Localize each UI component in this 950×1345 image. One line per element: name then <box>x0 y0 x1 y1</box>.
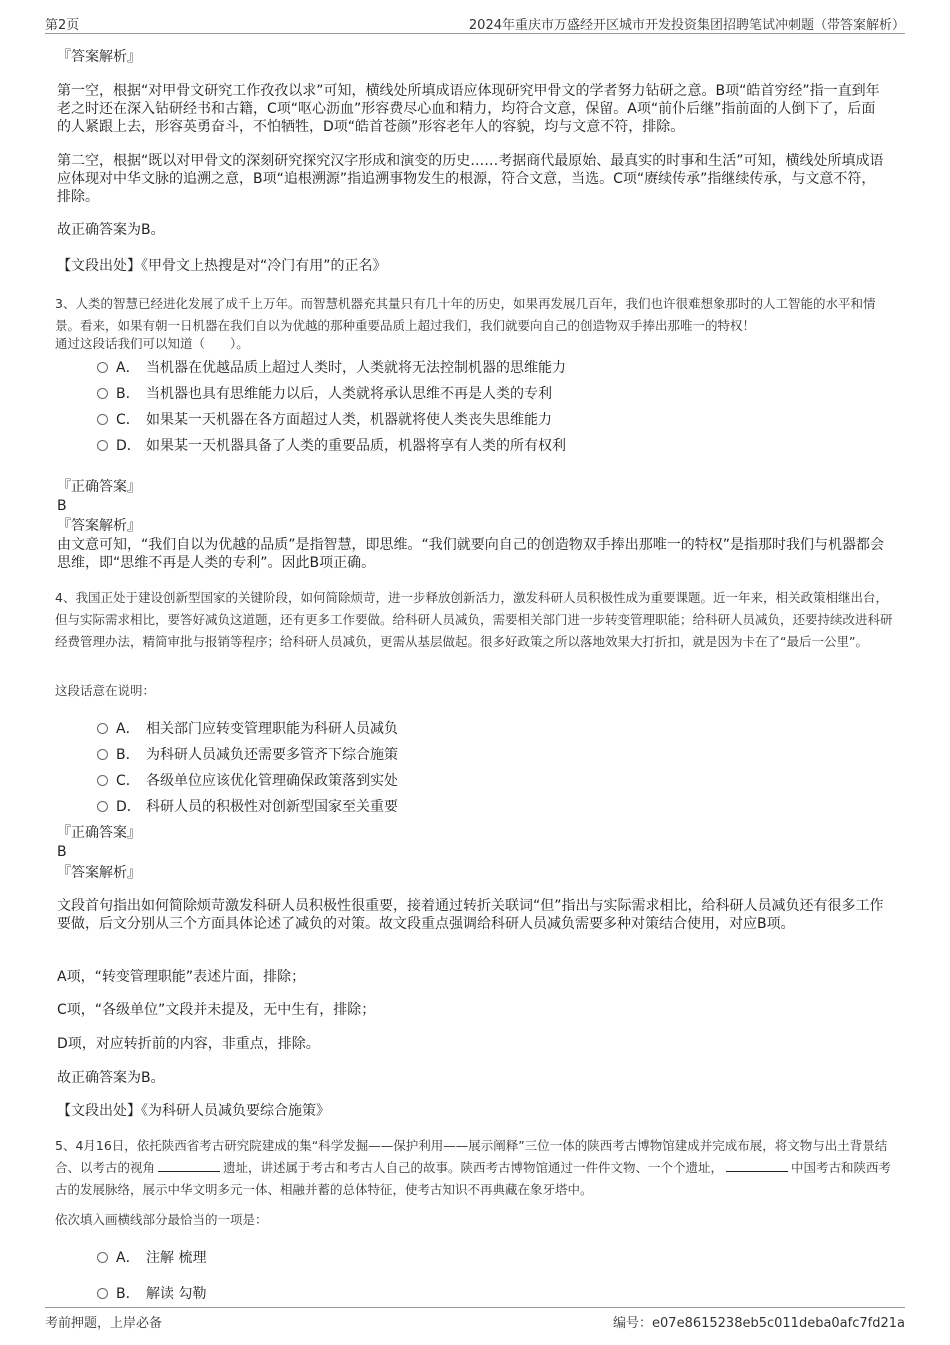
radio-icon[interactable] <box>97 749 108 760</box>
q4-conclusion: 故正确答案为B。 <box>57 1070 165 1086</box>
page-number: 第2页 <box>45 18 80 33</box>
document-id: 编号：e07e8615238eb5c011deba0afc7fd21a <box>613 1316 905 1331</box>
radio-icon[interactable] <box>97 723 108 734</box>
q3-analysis-label: 『答案解析』 <box>57 518 141 534</box>
q4-correct-label: 『正确答案』 <box>57 825 141 841</box>
radio-icon[interactable] <box>97 775 108 786</box>
header-divider <box>45 33 905 34</box>
q3-prompt: 通过这段话我们可以知道（ ）。 <box>55 336 249 351</box>
q4-option-b[interactable]: B． 为科研人员减负还需要多管齐下综合施策 <box>97 744 398 764</box>
q4-analysis-label: 『答案解析』 <box>57 865 141 881</box>
q3-stem: 3、人类的智慧已经进化发展了成千上万年。而智慧机器充其量只有几十年的历史，如果再发展几百年，我们也许很难想象那时的人工智能的水平和情景。看来，如果有朝一日机器在我们自以为优越的那种重要品质上超过我们，我们就要向自己的创造物双手捧出那唯一的特权！ <box>55 296 876 333</box>
q4-prompt: 这段话意在说明： <box>55 683 156 698</box>
q4-option-d[interactable]: D． 科研人员的积极性对创新型国家至关重要 <box>97 796 398 816</box>
q2-analysis-label: 『答案解析』 <box>57 49 141 65</box>
q2-analysis-para1: 第一空，根据“对甲骨文研究工作孜孜以求”可知，横线处所填成语应体现研究甲骨文的学者努力钻研之意。B项“皓首穷经”指一直到年老之时还在深入钻研经书和古籍，C项“呕心沥血”形容费尽心血和精力，均符合文意，保留。A项“前仆后继”指前面的人倒下了，后面的人紧跟上去，形容英勇奋斗，不怕牺牲，D项“皓首苍颜”形容老年人的容貌，均与文意不符，排除。 <box>57 83 880 135</box>
q3-option-d[interactable]: D． 如果某一天机器具备了人类的重要品质，机器将享有人类的所有权利 <box>97 435 566 455</box>
fill-blank-2[interactable] <box>726 1159 788 1172</box>
q5-option-b[interactable]: B． 解读 勾勒 <box>97 1283 206 1303</box>
q5-prompt: 依次填入画横线部分最恰当的一项是： <box>55 1212 268 1227</box>
q4-correct-answer: B <box>57 844 67 860</box>
radio-icon[interactable] <box>97 1288 108 1299</box>
q4-note-d: D项，对应转折前的内容，非重点，排除。 <box>57 1036 320 1052</box>
q3-correct-answer: B <box>57 498 67 514</box>
q4-note-c: C项，“各级单位”文段并未提及，无中生有，排除； <box>57 1002 376 1018</box>
q2-source: 【文段出处】《甲骨文上热搜是对“冷门有用”的正名》 <box>57 258 387 274</box>
q5-stem: 5、4月16日，依托陕西省考古研究院建成的集“科学发掘——保护利用——展示阐释”三位一体的陕西考古博物馆建成并完成布展，将文物与出土背景结合、以考古的视角 遗址，讲述属于考古和考古人自己的故事。陕西考古博物馆通过一件件文物、一个个遗址， 中国考古和陕西考古的发展脉络，展示中华文明多元一体、相融并蓄的总体特征，使考古知识不再典藏在象牙塔中。 <box>55 1138 892 1197</box>
radio-icon[interactable] <box>97 801 108 812</box>
q3-correct-label: 『正确答案』 <box>57 479 141 495</box>
document-title: 2024年重庆市万盛经开区城市开发投资集团招聘笔试冲刺题（带答案解析） <box>468 18 905 33</box>
q3-option-c[interactable]: C． 如果某一天机器在各方面超过人类，机器就将使人类丧失思维能力 <box>97 409 552 429</box>
q3-analysis: 由文意可知，“我们自以为优越的品质”是指智慧，即思维。“我们就要向自己的创造物双手捧出那唯一的特权”是指那时我们与机器都会思维，即“思维不再是人类的专利”。因此B项正确。 <box>57 537 885 571</box>
page-header <box>45 14 905 34</box>
q4-option-c[interactable]: C． 各级单位应该优化管理确保政策落到实处 <box>97 770 398 790</box>
q4-note-a: A项，“转变管理职能”表述片面，排除； <box>57 969 306 985</box>
radio-icon[interactable] <box>97 362 108 373</box>
q3-option-a[interactable]: A． 当机器在优越品质上超过人类时，人类就将无法控制机器的思维能力 <box>97 357 566 377</box>
footer-slogan: 考前押题，上岸必备 <box>45 1316 163 1331</box>
radio-icon[interactable] <box>97 1252 108 1263</box>
q4-source: 【文段出处】《为科研人员减负要综合施策》 <box>57 1103 330 1119</box>
page-footer <box>45 1312 905 1332</box>
q2-conclusion: 故正确答案为B。 <box>57 222 165 238</box>
fill-blank-1[interactable] <box>158 1159 220 1172</box>
q4-option-a[interactable]: A． 相关部门应转变管理职能为科研人员减负 <box>97 718 398 738</box>
footer-divider <box>45 1307 905 1308</box>
radio-icon[interactable] <box>97 388 108 399</box>
q5-option-a[interactable]: A． 注解 梳理 <box>97 1247 206 1267</box>
q4-analysis: 文段首句指出如何简除烦苛激发科研人员积极性很重要，接着通过转折关联词“但”指出与实际需求相比，给科研人员减负还有很多工作要做，后文分别从三个方面具体论述了减负的对策。故文段重点强调给科研人员减负需要多种对策结合使用，对应B项。 <box>57 898 884 932</box>
q4-stem: 4、我国正处于建设创新型国家的关键阶段，如何简除烦苛，进一步释放创新活力，激发科研人员积极性成为重要课题。近一年来，相关政策相继出台，但与实际需求相比，要答好减负这道题，还有更多工作要做。给科研人员减负，需要相关部门进一步转变管理职能；给科研人员减负，还要持续改进科研经费管理办法，精简审批与报销等程序；给科研人员减负，更需从基层做起。很多好政策之所以落地效果大打折扣，就是因为卡在了“最后一公里”。 <box>55 590 893 649</box>
radio-icon[interactable] <box>97 414 108 425</box>
radio-icon[interactable] <box>97 440 108 451</box>
q3-option-b[interactable]: B． 当机器也具有思维能力以后，人类就将承认思维不再是人类的专利 <box>97 383 552 403</box>
q2-analysis-para2: 第二空，根据“既以对甲骨文的深刻研究探究汉字形成和演变的历史……考据商代最原始、最真实的时事和生活”可知，横线处所填成语应体现对中华文脉的追溯之意，B项“追根溯源”指追溯事物发生的根源，符合文意，当选。C项“赓续传承”指继续传承，与文意不符，排除。 <box>57 153 884 205</box>
